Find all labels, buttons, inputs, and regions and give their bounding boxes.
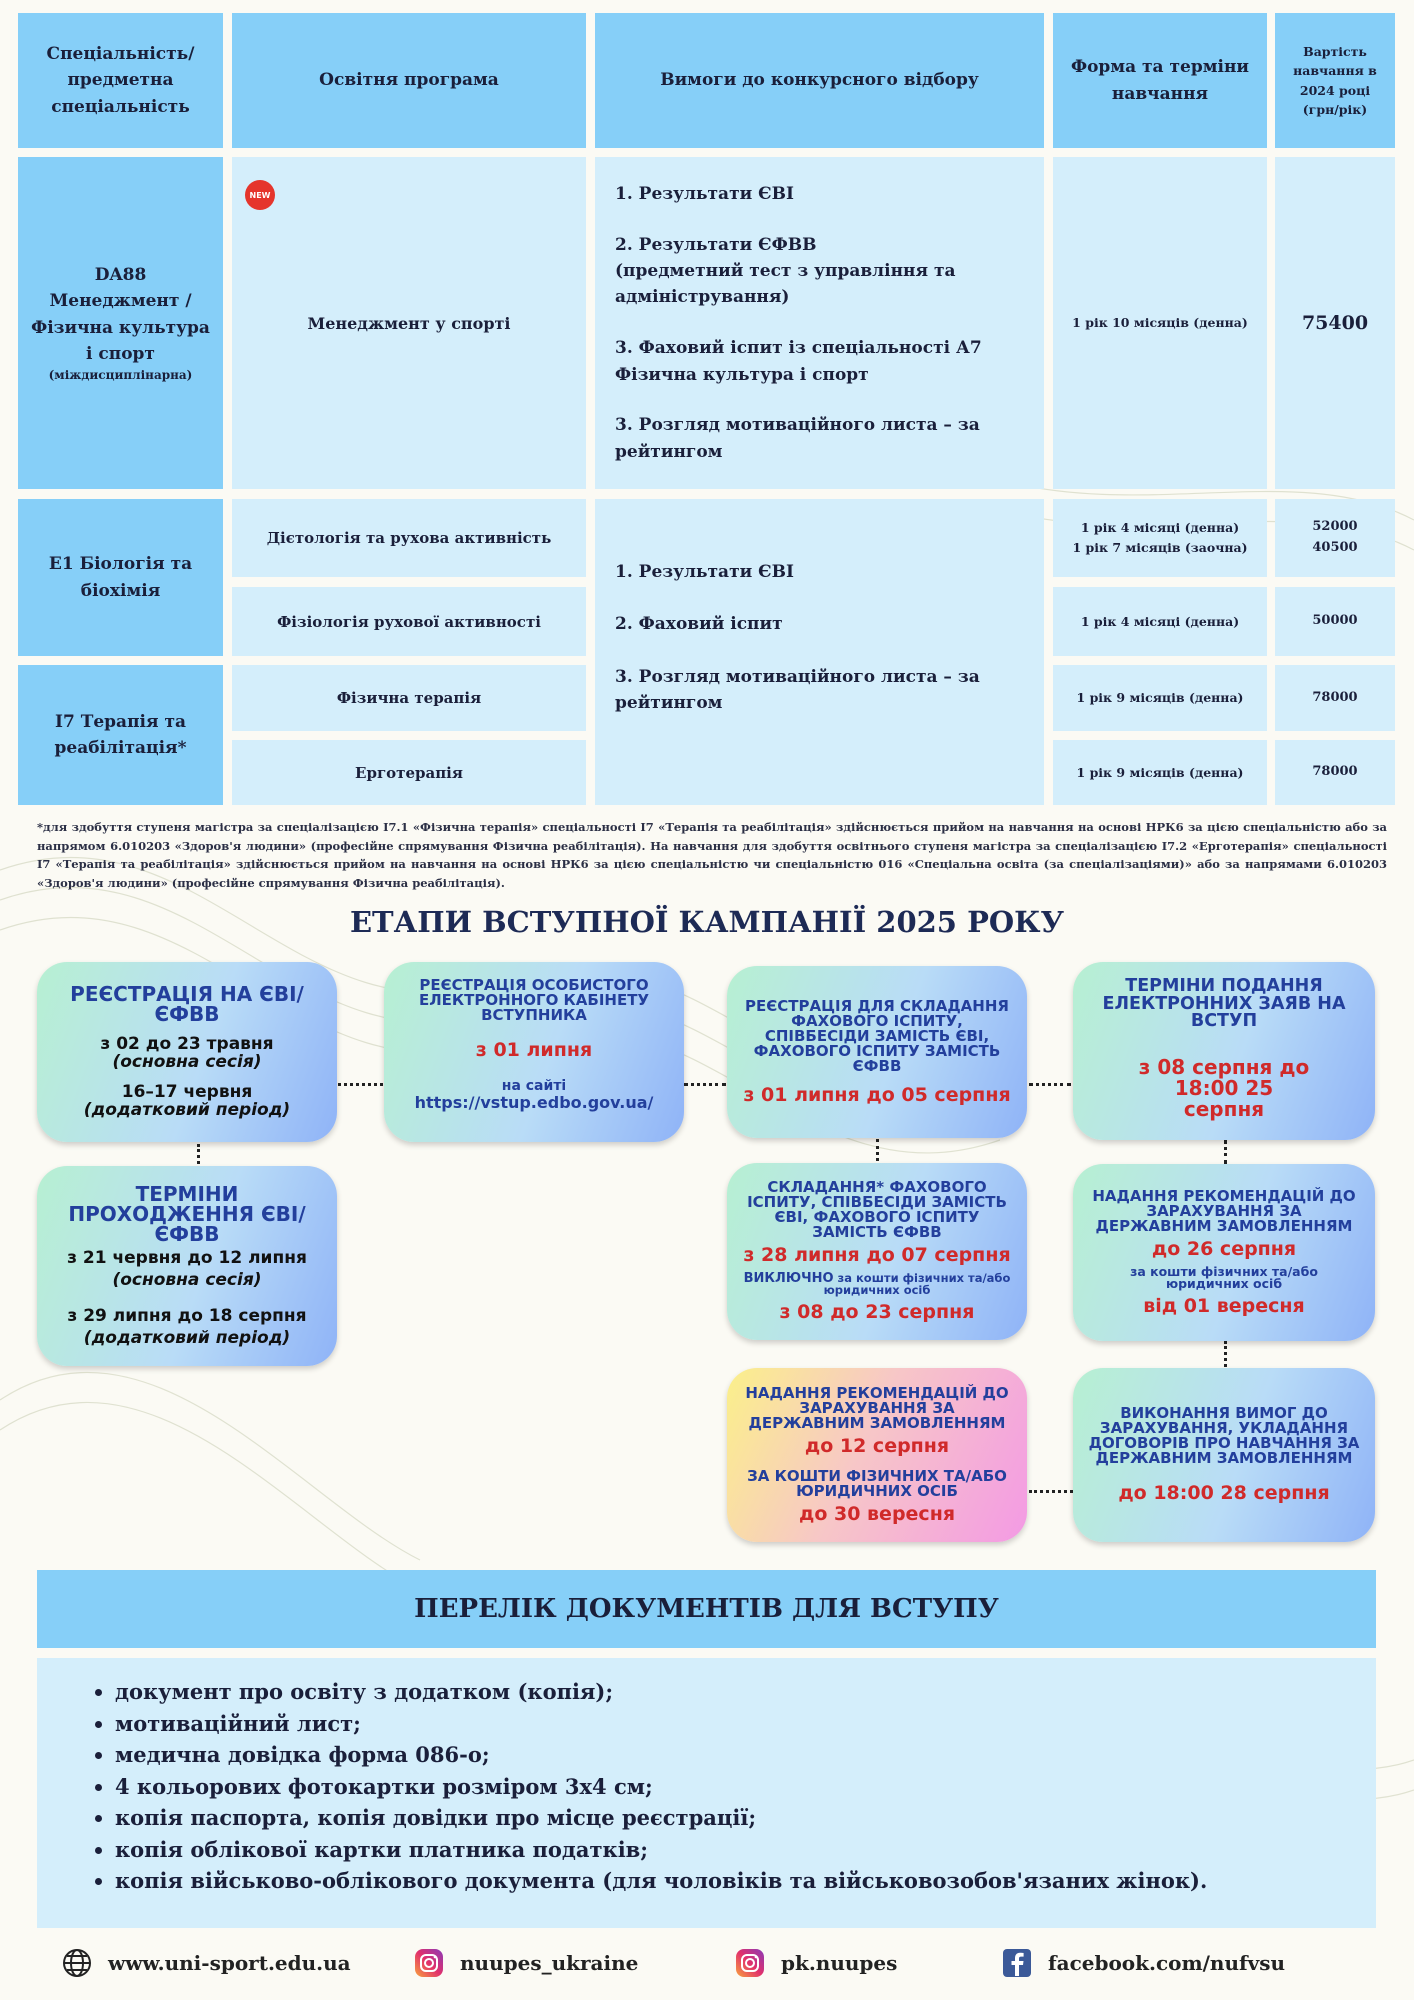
header-specialty: Спеціальність/ предметна спеціальність xyxy=(18,13,223,148)
header-form: Форма та терміни навчання xyxy=(1053,13,1267,148)
stage-registration-evi xyxy=(37,962,337,1142)
stage-passing-evi-extra-note: (додатковий період) xyxy=(83,1327,291,1348)
cost-physiology: 50000 xyxy=(1275,587,1395,656)
spec-biology: E1 Біологія та біохімія xyxy=(18,499,223,656)
cost-ergotherapy: 78000 xyxy=(1275,740,1395,805)
stage-recommendations-state-title: НАДАННЯ РЕКОМЕНДАЦІЙ ДО ЗАРАХУВАННЯ ЗА ДЕРЖАВНИМ ЗАМОВЛЕННЯМ xyxy=(745,1383,1009,1432)
stage-exam-taking-note-bold: ВИКЛЮЧНО xyxy=(743,1271,834,1287)
footer-website[interactable] xyxy=(60,1943,351,1983)
stage-recommendations-enrollment-date: до 26 серпня xyxy=(1151,1237,1297,1260)
stage-exam-registration-title: РЕЄСТРАЦІЯ ДЛЯ СКЛАДАННЯ ФАХОВОГО ІСПИТУ, СПІВБЕСІДИ ЗАМІСТЬ ЄВІ, ФАХОВОГО ІСПИТУ ЗАМІСТЬ ЄФВВ xyxy=(745,996,1009,1075)
stage-cabinet-site-label: на сайті xyxy=(501,1077,567,1094)
spec-therapy: I7 Терапія та реабілітація* xyxy=(18,665,223,805)
document-item: • документ про освіту з додатком (копія); xyxy=(115,1676,1336,1708)
group2-req-3: 3. Розгляд мотиваційного листа – за рейтингом xyxy=(615,666,980,714)
row1-req-2b: (предметний тест з управління та адміністрування) xyxy=(615,261,956,308)
footer-instagram-main-text: nuupes_ukraine xyxy=(460,1951,639,1975)
row1-program: Менеджмент у спорті xyxy=(232,157,586,489)
form-dietology xyxy=(1053,499,1267,577)
stages-title: ЕТАПИ ВСТУПНОЇ КАМПАНІЇ 2025 РОКУ xyxy=(349,905,1065,939)
facebook-icon xyxy=(1000,1946,1034,1980)
group2-req-1: 1. Результати ЄВІ xyxy=(615,562,794,582)
documents-list xyxy=(37,1658,1376,1928)
row1-specialty-cell xyxy=(18,157,223,489)
row1-req-3: 3. Фаховий іспит із спеціальності А7 Фізична культура і спорт xyxy=(615,338,982,385)
header-program: Освітня програма xyxy=(232,13,586,148)
stage-recommendations-enrollment-date2: від 01 вересня xyxy=(1143,1294,1305,1317)
stage-passing-evi-extra: з 29 липня до 18 серпня xyxy=(67,1306,307,1326)
program-physical-therapy: Фізична терапія xyxy=(232,665,586,731)
stage-exam-taking-note: за кошти фізичних та/або юридичних осіб xyxy=(823,1271,1011,1298)
stage-registration-evi-main: з 02 до 23 травня xyxy=(100,1034,274,1055)
footer-instagram-main[interactable] xyxy=(412,1943,638,1983)
row1-req-4: 3. Розгляд мотиваційного листа – за рейтингом xyxy=(615,415,980,462)
stage-fulfillment-title: ВИКОНАННЯ ВИМОГ ДО ЗАРАХУВАННЯ, УКЛАДАННЯ ДОГОВОРІВ ПРО НАВЧАННЯ ЗА ДЕРЖАВНИМ ЗАМОВЛЕННЯМ xyxy=(1088,1404,1360,1468)
stage-exam-registration-date: з 01 липня до 05 серпня xyxy=(743,1083,1011,1106)
stage-exam-taking-date2: з 08 до 23 серпня xyxy=(779,1300,975,1323)
row1-cost: 75400 xyxy=(1275,157,1395,489)
stage-applications xyxy=(1073,962,1375,1140)
stage-passing-evi-main: з 21 червня до 12 липня xyxy=(67,1248,307,1269)
globe-icon xyxy=(60,1946,94,1980)
program-physiology: Фізіологія рухової активності xyxy=(232,587,586,656)
stage-cabinet xyxy=(384,962,684,1142)
footer-website-text: www.uni-sport.edu.ua xyxy=(108,1951,351,1975)
new-badge: NEW xyxy=(245,180,275,210)
table-footnote: *для здобуття ступеня магістра за спеціалізацією І7.1 «Фізична терапія» спеціальності І7 «Терапія та реабілітація» здійснюється прийом на навчання на основі НРК6 за цією спеціальністю або за напрямом 6.010203 «Здоров'я людини» (професійне спрямування Фізична реабілітація). На навчання для здобуття освітнього ступеня магістра за спеціалізацією І7.2 «Ерготерапія» спеціальності І7 «Терапія та реабілітація» здійснюється прийом на навчання на основі НРК6 за цією спеціальністю чи спеціальністю 016 «Спеціальна освіта (за спеціалізаціями)» або за напрямами 6.010203 «Здоров'я людини» (професійне спрямування Фізична реабілітація). xyxy=(37,820,1387,890)
program-dietology: Дієтологія та рухова активність xyxy=(232,499,586,577)
footer-facebook[interactable] xyxy=(1000,1943,1285,1983)
cost-dietology-extramural: 40500 xyxy=(1312,540,1358,555)
stage-recommendations-state-date: до 12 серпня xyxy=(804,1434,950,1457)
footer-facebook-text: facebook.com/nufvsu xyxy=(1048,1951,1286,1975)
stage-cabinet-date: з 01 липня xyxy=(475,1039,593,1061)
stage-cabinet-url[interactable]: https://vstup.edbo.gov.ua/ xyxy=(414,1093,654,1113)
stage-applications-date: з 08 серпня до 18:00 25 серпня xyxy=(1138,1054,1310,1121)
row1-requirements xyxy=(595,157,1044,489)
form-dietology-extramural: 1 рік 7 місяців (заочна) xyxy=(1072,540,1248,555)
group2-requirements xyxy=(595,499,1044,805)
program-ergotherapy: Ерготерапія xyxy=(232,740,586,805)
stage-recommendations-enrollment xyxy=(1073,1164,1375,1341)
stage-registration-evi-extra: 16–17 червня xyxy=(121,1082,253,1102)
stage-passing-evi-title: ТЕРМІНИ ПРОХОДЖЕННЯ ЄВІ/ЄФВВ xyxy=(68,1182,306,1247)
row1-form: 1 рік 10 місяців (денна) xyxy=(1053,157,1267,489)
stage-recommendations-enrollment-sub: за кошти фізичних та/або юридичних осіб xyxy=(1130,1263,1318,1291)
stage-exam-taking-title: СКЛАДАННЯ* ФАХОВОГО ІСПИТУ, СПІВБЕСІДИ ЗАМІСТЬ ЄВІ, ФАХОВОГО ІСПИТУ ЗАМІСТЬ ЄФВВ xyxy=(747,1178,1007,1242)
connector xyxy=(876,1139,879,1161)
connector xyxy=(338,1083,383,1086)
form-dietology-day: 1 рік 4 місяці (денна) xyxy=(1080,520,1240,535)
stage-recommendations-state-date2: до 30 вересня xyxy=(798,1502,956,1525)
document-item: • мотиваційний лист; xyxy=(115,1708,1336,1740)
header-cost: Вартість навчання в 2024 році (грн/рік) xyxy=(1275,13,1395,148)
connector xyxy=(684,1083,726,1086)
stage-fulfillment-date: до 18:00 28 серпня xyxy=(1118,1482,1330,1505)
cost-dietology xyxy=(1275,499,1395,577)
stage-cabinet-title: РЕЄСТРАЦІЯ ОСОБИСТОГО ЕЛЕКТРОННОГО КАБІНЕТУ ВСТУПНИКА xyxy=(418,976,650,1024)
connector xyxy=(1029,1083,1071,1086)
stage-registration-evi-title: РЕЄСТРАЦІЯ НА ЄВІ/ ЄФВВ xyxy=(70,982,304,1027)
cost-physical-therapy: 78000 xyxy=(1275,665,1395,731)
form-physical-therapy: 1 рік 9 місяців (денна) xyxy=(1053,665,1267,731)
stage-recommendations-state xyxy=(727,1368,1027,1542)
connector xyxy=(1029,1490,1073,1493)
document-item: • медична довідка форма 086-о; xyxy=(115,1739,1336,1771)
connector xyxy=(1224,1341,1227,1367)
stage-applications-title: ТЕРМІНИ ПОДАННЯ ЕЛЕКТРОННИХ ЗАЯВ НА ВСТУП xyxy=(1102,976,1346,1031)
group2-req-2: 2. Фаховий іспит xyxy=(615,614,783,635)
instagram-icon xyxy=(412,1946,446,1980)
document-item: • копія облікової картки платника податків; xyxy=(115,1834,1336,1866)
stage-fulfillment xyxy=(1073,1368,1375,1542)
document-item: • 4 кольорових фотокартки розміром 3х4 см; xyxy=(115,1771,1336,1803)
form-ergotherapy: 1 рік 9 місяців (денна) xyxy=(1053,740,1267,805)
connector xyxy=(1224,1140,1227,1164)
form-physiology: 1 рік 4 місяці (денна) xyxy=(1053,587,1267,656)
stage-passing-evi xyxy=(37,1166,337,1366)
stage-exam-taking-date: з 28 липня до 07 серпня xyxy=(743,1244,1011,1267)
row1-specialty-note: (міждисциплінарна) xyxy=(48,368,193,383)
document-item: • копія паспорта, копія довідки про місце реєстрації; xyxy=(115,1802,1336,1834)
documents-title: ПЕРЕЛІК ДОКУМЕНТІВ ДЛЯ ВСТУПУ xyxy=(37,1570,1376,1648)
cost-dietology-day: 52000 xyxy=(1312,519,1358,535)
header-requirements: Вимоги до конкурсного відбору xyxy=(595,13,1044,148)
stage-registration-evi-extra-note: (додатковий період) xyxy=(83,1099,291,1120)
stage-recommendations-state-sub: ЗА КОШТИ ФІЗИЧНИХ ТА/АБО ЮРИДИЧНИХ ОСІБ xyxy=(747,1466,1007,1500)
row1-req-1: 1. Результати ЄВІ xyxy=(615,184,794,204)
row1-specialty: DA88 Менеджмент / Фізична культура і спорт xyxy=(31,264,210,364)
stage-exam-taking xyxy=(727,1163,1027,1340)
footer-instagram-pk-text: pk.nuupes xyxy=(781,1951,898,1975)
footer-instagram-pk[interactable] xyxy=(733,1943,897,1983)
stage-recommendations-enrollment-title: НАДАННЯ РЕКОМЕНДАЦІЙ ДО ЗАРАХУВАННЯ ЗА ДЕРЖАВНИМ ЗАМОВЛЕННЯМ xyxy=(1092,1186,1356,1235)
stage-passing-evi-main-note: (основна сесія) xyxy=(112,1270,262,1291)
instagram-icon xyxy=(733,1946,767,1980)
connector xyxy=(197,1144,200,1164)
stage-exam-registration xyxy=(727,966,1027,1138)
document-item: • копія військово-облікового документа (для чоловіків та військовозобов'язаних жінок). xyxy=(115,1865,1336,1897)
stage-registration-evi-main-note: (основна сесія) xyxy=(112,1052,262,1073)
row1-req-2: 2. Результати ЄФВВ xyxy=(615,234,817,255)
